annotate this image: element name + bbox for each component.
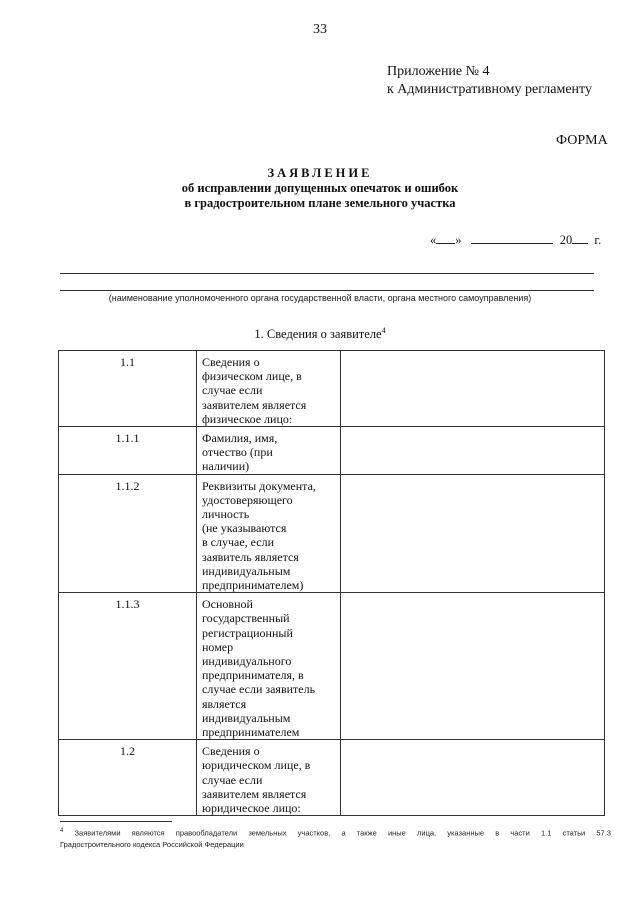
date-close-quote: » bbox=[455, 233, 462, 247]
row-label-line: в случае, если bbox=[202, 535, 275, 550]
row-label-line: заявитель является bbox=[202, 549, 299, 564]
row-label bbox=[197, 740, 341, 816]
footnote bbox=[60, 826, 611, 850]
row-label-line: заявителем является bbox=[202, 397, 307, 412]
date-year-blank[interactable] bbox=[572, 231, 588, 244]
appendix-title: Приложение № 4 bbox=[387, 64, 490, 79]
row-label-line: предпринимателя, в bbox=[202, 668, 304, 683]
footnote-divider bbox=[60, 821, 172, 822]
date-month-blank[interactable] bbox=[471, 231, 553, 244]
row-label-line: предпринимателем bbox=[202, 725, 300, 740]
row-number: 1.1 bbox=[59, 351, 197, 427]
form-label: ФОРМА bbox=[556, 133, 608, 148]
appendix-subtitle: к Административному регламенту bbox=[387, 82, 592, 97]
authority-line-1[interactable] bbox=[60, 273, 594, 274]
footnote-line-1 bbox=[60, 826, 611, 839]
table-row bbox=[59, 474, 605, 593]
footnote-line-2: Градостроительного кодекса Российской Федерации bbox=[60, 839, 244, 849]
row-value-field[interactable] bbox=[341, 593, 605, 740]
footnote-line-1-text: Заявителями являются правообладатели земельных участков, а также иные лица, указанные в части 1.1 статьи 57.3 bbox=[74, 828, 611, 838]
row-label-line: индивидуального bbox=[202, 654, 292, 669]
row-number: 1.2 bbox=[59, 740, 197, 816]
section-heading bbox=[0, 326, 640, 342]
table-row bbox=[59, 427, 605, 475]
row-label-line: государственный bbox=[202, 611, 290, 626]
date-day-blank[interactable] bbox=[436, 231, 455, 244]
row-label bbox=[197, 593, 341, 740]
footnote-marker: 4 bbox=[60, 828, 64, 834]
row-label-line: физическом лице, в bbox=[202, 369, 302, 384]
title-line-2: об исправлении допущенных опечаток и ошибок bbox=[181, 181, 459, 195]
row-label-line: Реквизиты документа, bbox=[202, 478, 316, 493]
row-label-line: отчество (при bbox=[202, 445, 273, 460]
title-line-3: в градостроительном плане земельного участка bbox=[184, 196, 456, 210]
row-label-line: случае если bbox=[202, 772, 263, 787]
row-value-field[interactable] bbox=[341, 351, 605, 427]
row-label-line: Фамилия, имя, bbox=[202, 431, 278, 446]
row-label-line: наличии) bbox=[202, 459, 250, 474]
row-label-line: физическое лицо: bbox=[202, 411, 293, 426]
authority-line-2[interactable] bbox=[60, 290, 594, 291]
row-label-line: индивидуальным bbox=[202, 710, 291, 725]
date-year-suffix: г. bbox=[594, 233, 602, 247]
row-label-line: предпринимателем) bbox=[202, 578, 304, 593]
document-title bbox=[0, 166, 640, 211]
row-value-field[interactable] bbox=[341, 427, 605, 475]
date-open-quote: « bbox=[430, 233, 437, 247]
row-label-line: заявителем является bbox=[202, 786, 307, 801]
row-label-line: индивидуальным bbox=[202, 563, 291, 578]
row-label-line: Основной bbox=[202, 597, 253, 612]
row-number: 1.1.3 bbox=[59, 593, 197, 740]
row-label-line: удостоверяющего bbox=[202, 492, 293, 507]
section-heading-text: 1. Сведения о заявителе bbox=[254, 327, 382, 342]
row-label bbox=[197, 351, 341, 427]
row-label-line: номер bbox=[202, 639, 234, 654]
page-number: 33 bbox=[313, 22, 327, 37]
table-row bbox=[59, 740, 605, 816]
row-label-line: случае если bbox=[202, 383, 263, 398]
applicant-info-table bbox=[58, 350, 605, 816]
row-label-line: Сведения о bbox=[202, 355, 260, 369]
row-label-line: юридическом лице, в bbox=[202, 758, 311, 773]
row-label-line: (не указываются bbox=[202, 521, 287, 536]
row-label-line: регистрационный bbox=[202, 625, 293, 640]
row-label-line: личность bbox=[202, 507, 250, 522]
row-value-field[interactable] bbox=[341, 740, 605, 816]
row-number: 1.1.1 bbox=[59, 427, 197, 475]
table-row bbox=[59, 593, 605, 740]
title-main: ЗАЯВЛЕНИЕ bbox=[267, 166, 373, 180]
row-label-line: Сведения о bbox=[202, 744, 260, 759]
table-row bbox=[59, 351, 605, 427]
row-number: 1.1.2 bbox=[59, 474, 197, 593]
row-label bbox=[197, 474, 341, 593]
row-label-line: юридическое лицо: bbox=[202, 801, 301, 816]
row-value-field[interactable] bbox=[341, 474, 605, 593]
row-label bbox=[197, 427, 341, 475]
date-year-prefix: 20 bbox=[559, 233, 573, 247]
date-line bbox=[430, 231, 601, 248]
authority-caption: (наименование уполномоченного органа государственной власти, органа местного самоуправления) bbox=[108, 293, 532, 303]
footnote-ref: 4 bbox=[381, 326, 386, 335]
row-label-line: является bbox=[202, 696, 247, 711]
row-label-line: случае если заявитель bbox=[202, 682, 316, 697]
